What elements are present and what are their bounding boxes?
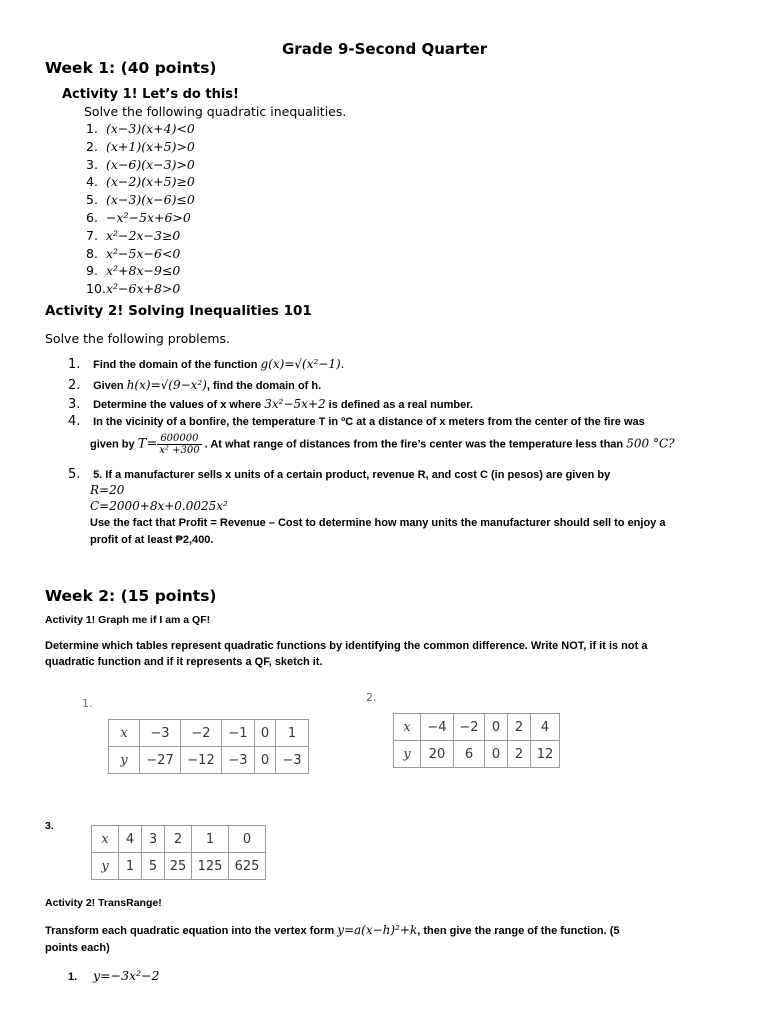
inequality-number: 2. bbox=[86, 138, 98, 154]
value-table-2 bbox=[393, 713, 560, 768]
inequality-expression: −x²−5x+6>0 bbox=[106, 209, 191, 225]
week2-activity2-heading: Activity 2! TransRange! bbox=[45, 897, 162, 909]
table-row-x: x −3 −2 −1 0 1 bbox=[109, 720, 309, 747]
week2-activity2-instruction-1: Transform each quadratic equation into the vertex form y=a(x−h)²+k, then give the range of the function. (5 bbox=[45, 923, 620, 937]
week2-activity1-instruction-1: Determine which tables represent quadratic functions by identifying the common difference. Write NOT, if it is not a bbox=[45, 640, 648, 652]
table-1-label: 1. bbox=[82, 697, 93, 710]
inequality-item bbox=[86, 209, 195, 227]
problem-5-line3: profit of at least ₱2,400. bbox=[90, 534, 214, 546]
inequality-number: 1. bbox=[86, 121, 98, 136]
inequality-item bbox=[86, 245, 195, 263]
week2-activity1-instruction-2: quadratic function and if it represents a QF, sketch it. bbox=[45, 656, 323, 668]
inequality-item bbox=[86, 262, 195, 280]
table-row-y: y 20 6 0 2 12 bbox=[394, 741, 560, 768]
table-row-y: y −27 −12 −3 0 −3 bbox=[109, 747, 309, 774]
problem-4-formula: given by T= $\frac{600000}{\text{x² +300}}$ . At what range of distances from the fire’s center was the temperature less than 500 °C? bbox=[90, 433, 675, 456]
problem-5-line2: Use the fact that Profit = Revenue – Cost to determine how many units the manufacturer should sell to enjoy a bbox=[90, 517, 666, 529]
inequality-item bbox=[86, 280, 195, 298]
temperature-fraction: $\frac{600000}{\text{x² +300}}$ bbox=[159, 433, 200, 456]
vertex-form-expression: y=a(x−h)²+k bbox=[337, 923, 418, 937]
revenue-equation: R=20 bbox=[90, 483, 125, 497]
problem-5: 5. 5. If a manufacturer sells x units of a certain product, revenue R, and cost C (in pesos) are given by bbox=[68, 467, 611, 482]
inequality-expression: x²+8x−9≤0 bbox=[106, 263, 181, 279]
table-row-x: x 4 3 2 1 0 bbox=[92, 826, 266, 853]
week1-activity2-heading: Activity 2! Solving Inequalities 101 bbox=[45, 303, 312, 319]
table-row-x: x −4 −2 0 2 4 bbox=[394, 714, 560, 741]
inequality-item bbox=[86, 227, 195, 245]
week1-activity2-instruction: Solve the following problems. bbox=[45, 331, 230, 346]
week1-activity1-heading: Activity 1! Let’s do this! bbox=[62, 87, 239, 102]
week2-heading: Week 2: (15 points) bbox=[45, 587, 217, 605]
problem-4: 4. In the vicinity of a bonfire, the temperature T in ºC at a distance of x meters from the center of the fire was bbox=[68, 414, 645, 429]
table-row-y: y 1 5 25 125 625 bbox=[92, 853, 266, 880]
table-2-label: 2. bbox=[366, 691, 377, 704]
problem-2: 2. Given h(x)=√(9−x²), find the domain of h. bbox=[68, 378, 322, 393]
inequality-list bbox=[86, 120, 195, 298]
inequality-item bbox=[86, 138, 195, 156]
inequality-number: 4. bbox=[86, 174, 98, 190]
inequality-expression: x²−2x−3≥0 bbox=[106, 227, 181, 243]
cost-equation: C=2000+8x+0.0025x² bbox=[90, 499, 228, 513]
inequality-expression: x²−5x−6<0 bbox=[106, 245, 181, 261]
page-title: Grade 9-Second Quarter bbox=[282, 40, 488, 58]
problem-3: 3. Determine the values of x where 3x²−5x+2 is defined as a real number. bbox=[68, 397, 473, 412]
inequality-number: 10. bbox=[86, 281, 106, 297]
transrange-item-1: 1. y=−3x²−2 bbox=[68, 968, 160, 983]
inequality-expression: (x−3)(x−6)≤0 bbox=[106, 192, 195, 208]
inequality-number: 5. bbox=[86, 192, 98, 208]
week2-activity1-heading: Activity 1! Graph me if I am a QF! bbox=[45, 614, 211, 626]
inequality-expression: (x−2)(x+5)≥0 bbox=[106, 174, 195, 190]
table-3-label: 3. bbox=[45, 820, 54, 832]
week1-heading: Week 1: (40 points) bbox=[45, 59, 217, 77]
inequality-number: 8. bbox=[86, 245, 98, 261]
inequality-expression: (x+1)(x+5)>0 bbox=[106, 138, 195, 154]
week1-activity1-instruction: Solve the following quadratic inequalities. bbox=[84, 104, 347, 119]
inequality-expression: (x−3)(x+4)<0 bbox=[106, 121, 195, 136]
inequality-expression: (x−6)(x−3)>0 bbox=[106, 156, 195, 172]
inequality-number: 3. bbox=[86, 156, 98, 172]
inequality-item bbox=[86, 156, 195, 174]
inequality-number: 6. bbox=[86, 209, 98, 225]
value-table-3 bbox=[91, 825, 266, 880]
inequality-number: 7. bbox=[86, 227, 98, 243]
inequality-item bbox=[86, 173, 195, 191]
inequality-item bbox=[86, 120, 195, 138]
week2-activity2-instruction-2: points each) bbox=[45, 942, 110, 954]
inequality-item bbox=[86, 191, 195, 209]
inequality-expression: x²−6x+8>0 bbox=[106, 281, 181, 297]
value-table-1 bbox=[108, 719, 309, 774]
problem-1: 1. Find the domain of the function g(x)=√(x²−1). bbox=[68, 357, 345, 372]
inequality-number: 9. bbox=[86, 263, 98, 279]
